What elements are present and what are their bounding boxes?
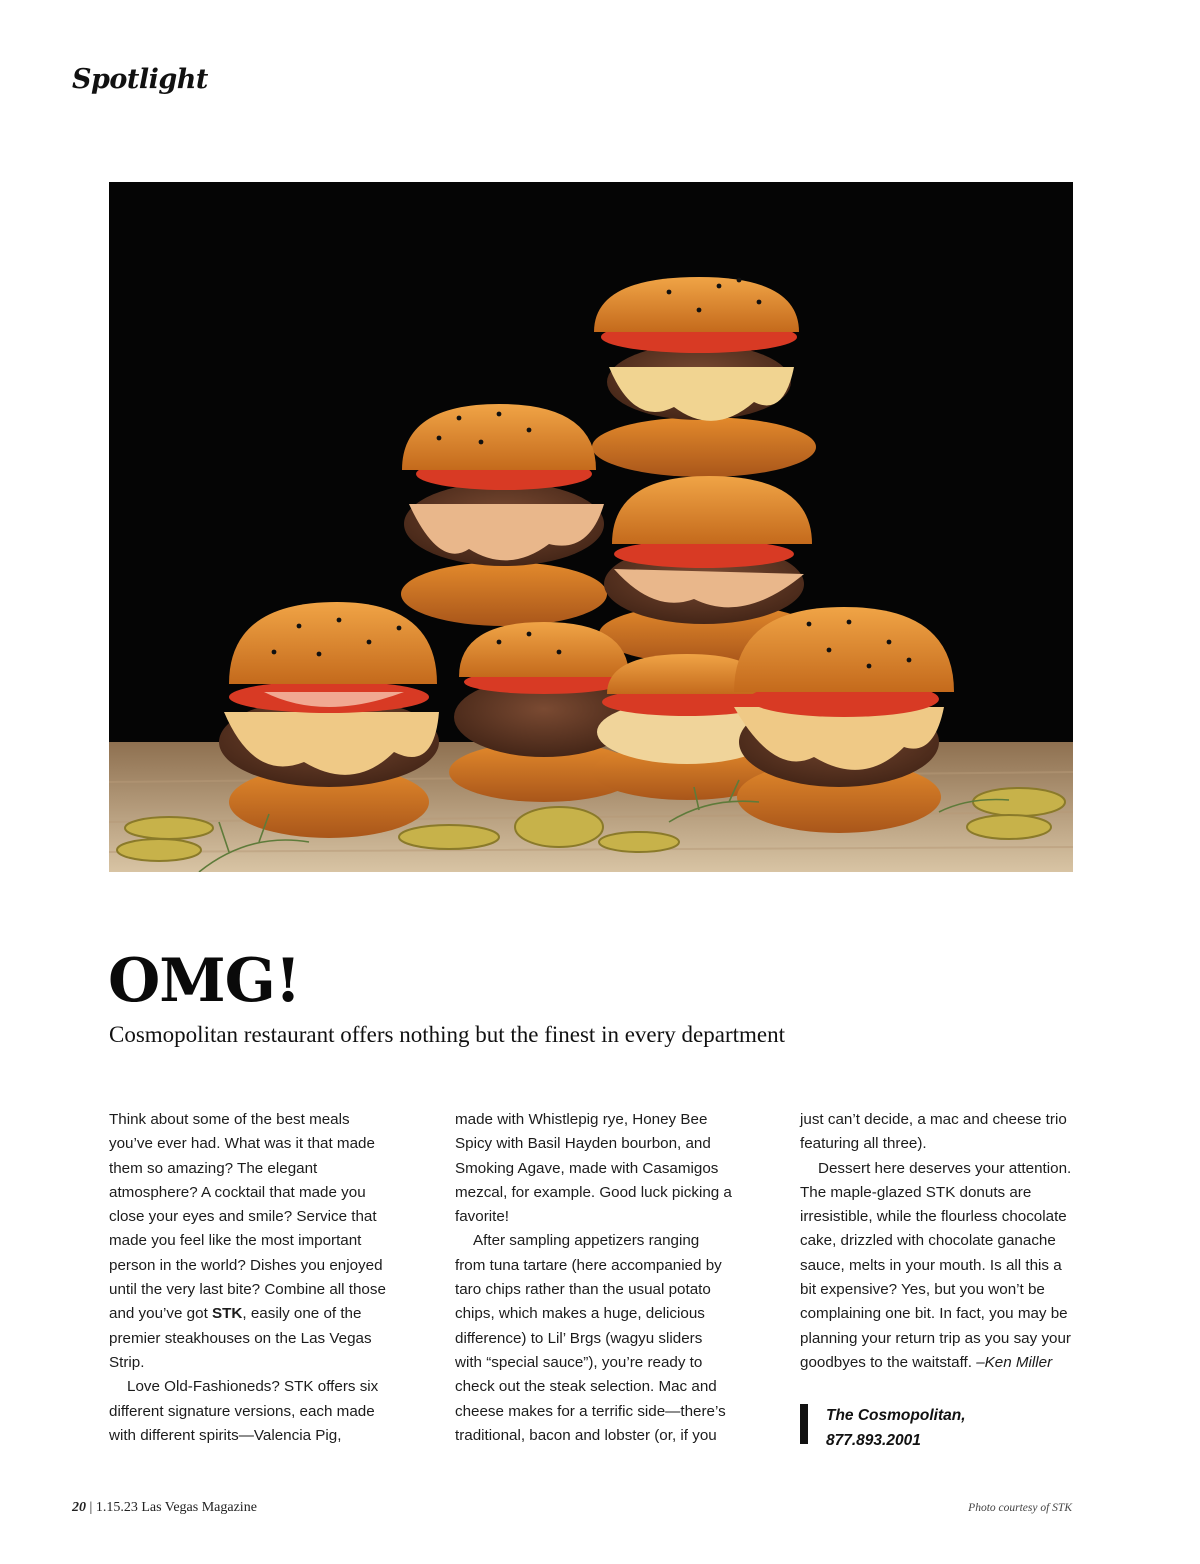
paragraph: Love Old-Fashioneds? STK offers six different signature versions, each made with different spirits—Valencia Pig,: [109, 1378, 379, 1444]
article-column-3: [800, 1108, 1078, 1375]
footer-separator: |: [89, 1500, 93, 1515]
article-column-2: [455, 1108, 733, 1448]
paragraph: After sampling appetizers ranging from tuna tartare (here accompanied by taro chips rather than the usual potato chips, which makes a huge, delicious difference) to Lil’ Brgs (wagyu sliders with “special sauce”), you’re ready to check out the steak selection. Mac and cheese makes for a terrific side—there’s traditional, bacon and lobster (or, if you: [455, 1232, 726, 1444]
paragraph: Dessert here deserves your attention. The maple-glazed STK donuts are irresistible, while the flourless chocolate cake, drizzled with chocolate ganache sauce, melts in your mouth. Is all this a bit expensive? Yes, but you won’t be complaining one bit. In fact, you may be planning your return trip as you say your goodbyes to the waitstaff. –Ken Miller: [800, 1159, 1072, 1371]
page-footer: [72, 1500, 257, 1516]
paragraph: made with Whistlepig rye, Honey Bee Spicy with Basil Hayden bourbon, and Smoking Agave, made with Casamigos mezcal, for example. Good luck picking a favorite!: [455, 1111, 732, 1226]
author-byline: –Ken Miller: [976, 1353, 1053, 1371]
venue-name: The Cosmopolitan,: [826, 1407, 966, 1424]
hero-photo: [109, 182, 1073, 872]
issue-info: 1.15.23 Las Vegas Magazine: [95, 1500, 257, 1515]
headline: OMG!: [108, 946, 301, 1016]
section-label: Spotlight: [72, 64, 208, 95]
paragraph: Think about some of the best meals you’ve ever had. What was it that made them so amazing? The elegant atmosphere? A cocktail that made you close your eyes and smile? Service that made you feel like the most important person in the world? Dishes you enjoyed until the very last bite? Combine all those and you’ve got STK, easily one of the premier steakhouses on the Las Vegas Strip.: [109, 1111, 386, 1371]
article-column-1: [109, 1108, 387, 1448]
phone-number: 877.893.2001: [826, 1431, 921, 1449]
paragraph: just can’t decide, a mac and cheese trio featuring all three).: [800, 1111, 1067, 1153]
contact-info: [800, 1404, 1086, 1449]
restaurant-name: STK: [212, 1305, 243, 1323]
subheadline: Cosmopolitan restaurant offers nothing but the finest in every department: [109, 1022, 785, 1047]
photo-credit: Photo courtesy of STK: [968, 1502, 1072, 1514]
page-number: 20: [72, 1500, 86, 1515]
